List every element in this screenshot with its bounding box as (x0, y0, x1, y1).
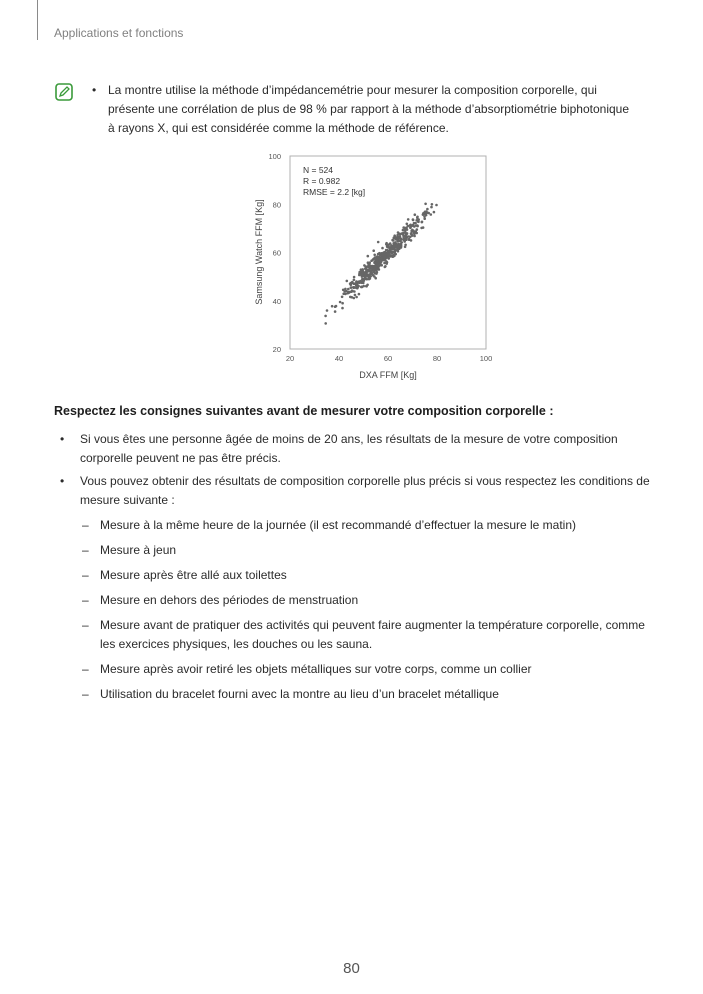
data-point (355, 280, 358, 283)
condition-item (54, 616, 654, 654)
data-point (402, 229, 405, 232)
data-point (410, 229, 413, 232)
x-tick-label: 100 (479, 354, 493, 363)
data-point (377, 241, 380, 244)
dash: – (82, 687, 89, 701)
data-point (387, 244, 390, 247)
data-point (373, 258, 376, 261)
data-point (345, 290, 348, 293)
x-tick-label: 80 (432, 354, 442, 363)
ffm-scatter-chart (250, 146, 500, 386)
data-point (392, 247, 395, 250)
data-point (397, 245, 400, 248)
data-point (425, 212, 428, 215)
note-text: La montre utilise la méthode d’impédancemétrie pour mesurer la composition corporelle, qui présente une corrélation de plus de 98 % par rapport à la méthode d’absorptiométrie biphotonique à rayons X, qui est considérée comme la méthode de référence. (108, 83, 630, 135)
y-tick-labels (268, 152, 281, 354)
data-point (359, 280, 362, 283)
data-point (376, 271, 379, 274)
data-point (324, 322, 327, 325)
data-point (397, 249, 400, 252)
data-point (369, 275, 372, 278)
data-point (376, 262, 379, 265)
x-axis-label: DXA FFM [Kg] (359, 370, 417, 380)
data-point (370, 271, 373, 274)
data-point (359, 273, 362, 276)
condition-text: Mesure à la même heure de la journée (il est recommandé d’effectuer la mesure le matin) (100, 518, 577, 532)
data-point (352, 286, 355, 289)
data-point (354, 294, 357, 297)
data-point (347, 288, 350, 291)
data-point (379, 264, 382, 267)
data-point (409, 226, 412, 229)
data-point (422, 226, 425, 229)
data-point (326, 309, 329, 312)
x-tick-labels (286, 354, 492, 363)
annotation-rmse: RMSE = 2.2 [kg] (303, 187, 366, 197)
list-item (54, 430, 654, 468)
data-point (408, 238, 411, 241)
data-point (412, 224, 415, 227)
condition-text: Mesure après avoir retiré les objets métalliques sur votre corps, comme un collier (100, 662, 532, 676)
condition-text: Mesure avant de pratiquer des activités qui peuvent faire augmenter la température corporelle, comme les exercices physiques, les douches ou les sauna. (100, 618, 645, 651)
data-point (367, 255, 370, 258)
data-point (435, 204, 438, 207)
dash: – (82, 618, 89, 632)
data-point (354, 282, 357, 285)
data-point (324, 315, 327, 318)
y-tick-label: 40 (272, 296, 281, 306)
data-point (400, 246, 403, 249)
data-point (355, 296, 358, 299)
data-point (357, 285, 360, 288)
condition-item (54, 516, 654, 535)
data-point (427, 212, 430, 215)
annotation-n: N = 524 (303, 165, 334, 175)
data-point (350, 282, 353, 285)
dash: – (82, 568, 89, 582)
data-point (386, 261, 389, 264)
data-point (402, 236, 405, 239)
condition-item (54, 566, 654, 585)
data-point (394, 241, 397, 244)
data-point (411, 234, 414, 237)
data-point (342, 293, 345, 296)
data-point (341, 296, 344, 299)
data-point (334, 310, 337, 313)
data-point (397, 240, 400, 243)
data-point (389, 248, 392, 251)
data-point (414, 222, 417, 225)
data-point (423, 217, 426, 220)
data-point (362, 270, 365, 273)
bullet: • (60, 432, 65, 446)
y-tick-label: 60 (272, 248, 281, 258)
data-point (361, 278, 364, 281)
data-point (381, 247, 384, 250)
list-item (54, 472, 654, 510)
data-point (383, 251, 386, 254)
data-point (422, 213, 425, 216)
condition-text: Utilisation du bracelet fourni avec la montre au lieu d’un bracelet métallique (100, 687, 499, 701)
data-point (376, 260, 379, 263)
instructions-heading: Respectez les consignes suivantes avant de mesurer votre composition corporelle : (54, 404, 554, 418)
data-point (353, 297, 356, 300)
data-point (341, 302, 344, 305)
data-point (348, 291, 351, 294)
data-point (406, 223, 409, 226)
x-tick-label: 20 (285, 354, 295, 363)
data-point (362, 282, 365, 285)
data-point (416, 224, 419, 227)
data-point (349, 296, 352, 299)
data-point (331, 305, 334, 308)
data-point (404, 244, 407, 247)
data-point (362, 285, 365, 288)
bullet: • (60, 474, 65, 488)
data-point (377, 253, 380, 256)
data-point (405, 234, 408, 237)
data-point (424, 203, 427, 206)
y-axis-label: Samsung Watch FFM [Kg] (254, 199, 264, 305)
y-tick-label: 20 (272, 345, 281, 354)
data-point (353, 276, 356, 279)
dash: – (82, 593, 89, 607)
data-point (369, 266, 372, 269)
data-point (396, 234, 399, 237)
data-point (400, 232, 403, 235)
y-tick-label: 80 (272, 200, 281, 210)
data-point (412, 218, 415, 221)
note-pencil-icon (55, 83, 73, 101)
data-point (395, 236, 398, 239)
data-point (368, 261, 371, 264)
margin-rule (37, 0, 38, 40)
data-point (416, 228, 419, 231)
data-point (364, 276, 367, 279)
data-point (373, 254, 376, 257)
page-number: 80 (343, 960, 360, 977)
data-point (397, 231, 400, 234)
data-point (363, 264, 366, 267)
data-point (398, 236, 401, 239)
data-point (416, 216, 419, 219)
data-point (415, 219, 418, 222)
data-point (426, 208, 429, 211)
data-point (414, 213, 417, 216)
data-point (390, 255, 393, 258)
data-point (353, 279, 356, 282)
bullet: • (92, 83, 97, 97)
data-point (383, 256, 386, 259)
data-point (433, 211, 436, 214)
data-point (402, 238, 405, 241)
data-point (394, 245, 397, 248)
data-point (383, 262, 386, 265)
data-point (360, 268, 363, 271)
condition-item (54, 541, 654, 560)
data-point (367, 269, 370, 272)
list-item-text: Si vous êtes une personne âgée de moins de 20 ans, les résultats de la mesure de votre composition corporelle peuvent ne pas être précis. (80, 432, 618, 465)
data-point (378, 257, 381, 260)
data-point (430, 213, 433, 216)
data-point (335, 305, 338, 308)
condition-text: Mesure à jeun (100, 543, 177, 557)
y-tick-label: 100 (268, 152, 281, 161)
data-point (360, 286, 363, 289)
annotation-r: R = 0.982 (303, 176, 341, 186)
condition-item (54, 591, 654, 610)
data-point (366, 265, 369, 268)
data-point (365, 285, 368, 288)
data-point (346, 280, 349, 283)
data-point (404, 231, 407, 234)
data-point (399, 243, 402, 246)
x-tick-label: 60 (383, 354, 393, 363)
data-point (402, 226, 405, 229)
condition-item (54, 660, 654, 679)
data-point (339, 301, 342, 304)
condition-text: Mesure en dehors des périodes de menstruation (100, 593, 359, 607)
dash: – (82, 518, 89, 532)
data-point (430, 206, 433, 209)
data-point (391, 251, 394, 254)
condition-text: Mesure après être allé aux toilettes (100, 568, 287, 582)
data-point (358, 271, 361, 274)
data-point (413, 232, 416, 235)
instructions-list (54, 430, 654, 710)
x-tick-label: 40 (334, 354, 344, 363)
list-item-text: Vous pouvez obtenir des résultats de composition corporelle plus précis si vous respectez les conditions de mesure suivante : (80, 474, 650, 507)
data-point (421, 221, 424, 224)
data-point (341, 307, 344, 310)
data-point (388, 252, 391, 255)
data-point (364, 272, 367, 275)
data-point (358, 293, 361, 296)
condition-item (54, 685, 654, 704)
data-point (391, 239, 394, 242)
data-point (431, 203, 434, 206)
dash: – (82, 662, 89, 676)
data-point (350, 286, 353, 289)
data-point (372, 249, 375, 252)
data-point (373, 275, 376, 278)
data-point (379, 254, 382, 257)
data-point (384, 259, 387, 262)
section-header: Applications et fonctions (54, 26, 184, 40)
data-point (368, 278, 371, 281)
dash: – (82, 543, 89, 557)
note-paragraph (92, 81, 637, 138)
data-point (384, 265, 387, 268)
data-point (407, 218, 410, 221)
